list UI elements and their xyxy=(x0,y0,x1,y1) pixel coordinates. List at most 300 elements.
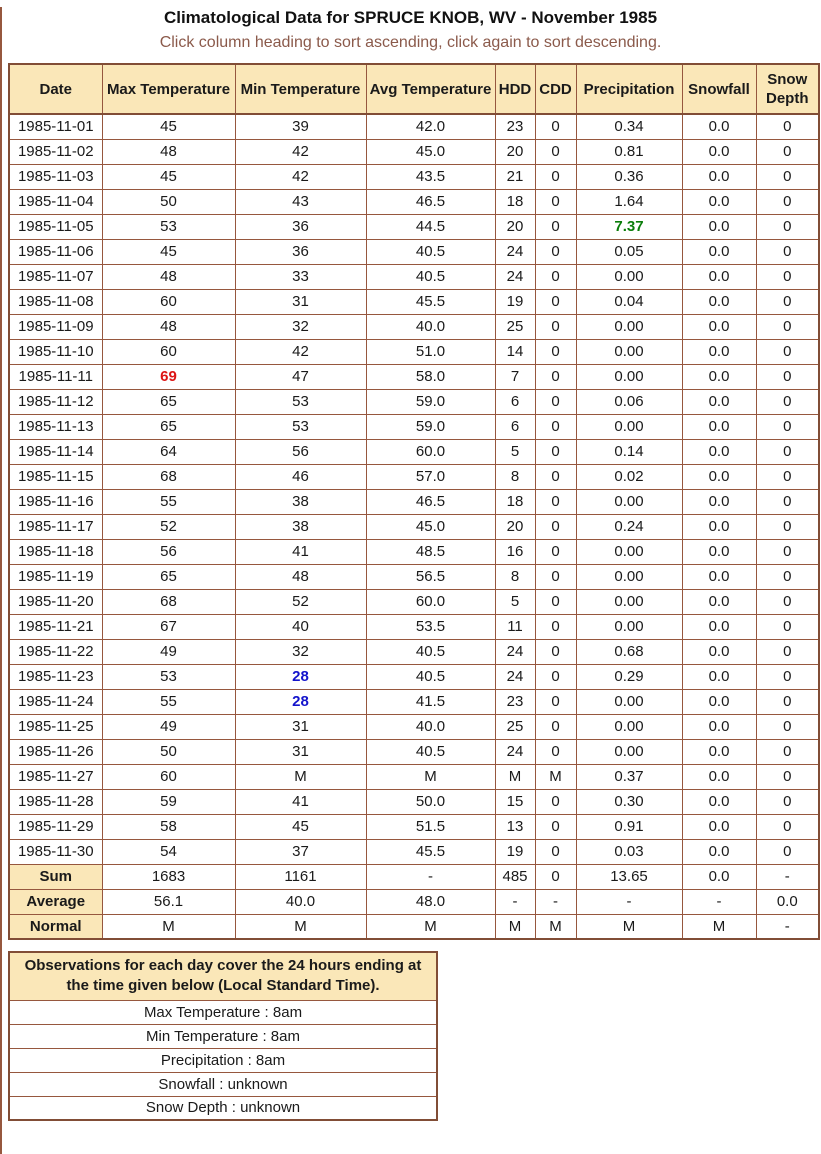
summary-value-cell: 485 xyxy=(495,864,535,889)
value-cell: 60.0 xyxy=(366,439,495,464)
date-cell: 1985-11-29 xyxy=(9,814,102,839)
value-cell: 0.0 xyxy=(682,664,756,689)
summary-value-cell: M xyxy=(102,914,235,939)
summary-value-cell: 48.0 xyxy=(366,889,495,914)
date-cell: 1985-11-18 xyxy=(9,539,102,564)
value-cell: 0 xyxy=(756,114,819,139)
value-cell: 0.02 xyxy=(576,464,682,489)
value-cell: 40.5 xyxy=(366,239,495,264)
value-cell: 24 xyxy=(495,664,535,689)
value-cell: 8 xyxy=(495,564,535,589)
value-cell: 0.0 xyxy=(682,264,756,289)
value-cell: 53.5 xyxy=(366,614,495,639)
date-cell: 1985-11-07 xyxy=(9,264,102,289)
date-cell: 1985-11-27 xyxy=(9,764,102,789)
value-cell: 1.64 xyxy=(576,189,682,214)
summary-row-label: Sum xyxy=(9,864,102,889)
value-cell: 36 xyxy=(235,214,366,239)
value-cell: 0 xyxy=(756,664,819,689)
daily-data-row xyxy=(9,514,819,539)
value-cell: M xyxy=(235,764,366,789)
observation-time-item: Max Temperature : 8am xyxy=(9,1000,437,1024)
value-cell: 0 xyxy=(756,239,819,264)
value-cell: 0.00 xyxy=(576,539,682,564)
column-header-snowfall[interactable]: Snowfall xyxy=(682,64,756,114)
value-cell: 40.0 xyxy=(366,714,495,739)
value-cell: 38 xyxy=(235,489,366,514)
value-cell: 0.00 xyxy=(576,589,682,614)
value-cell: 0 xyxy=(535,564,576,589)
climatological-data-table xyxy=(8,63,820,940)
value-cell: 0 xyxy=(535,539,576,564)
value-cell: 65 xyxy=(102,414,235,439)
value-cell: 0.0 xyxy=(682,614,756,639)
value-cell: 55 xyxy=(102,689,235,714)
value-cell: 0 xyxy=(756,214,819,239)
value-cell: 0 xyxy=(756,489,819,514)
value-cell: 0 xyxy=(756,264,819,289)
value-cell: 0 xyxy=(756,289,819,314)
value-cell: 37 xyxy=(235,839,366,864)
daily-rows-body xyxy=(9,114,819,864)
value-cell: 0 xyxy=(535,639,576,664)
value-cell: 0 xyxy=(756,539,819,564)
value-cell: 5 xyxy=(495,589,535,614)
value-cell: 0.0 xyxy=(682,814,756,839)
daily-data-row xyxy=(9,539,819,564)
summary-value-cell: - xyxy=(756,914,819,939)
value-cell: 20 xyxy=(495,139,535,164)
value-cell: 0.00 xyxy=(576,414,682,439)
value-cell: 53 xyxy=(235,389,366,414)
value-cell: 0.05 xyxy=(576,239,682,264)
daily-data-row xyxy=(9,114,819,139)
value-cell: 0 xyxy=(756,589,819,614)
value-cell: 24 xyxy=(495,739,535,764)
column-header-row xyxy=(9,64,819,114)
value-cell: 53 xyxy=(102,664,235,689)
value-cell: 42 xyxy=(235,339,366,364)
date-cell: 1985-11-15 xyxy=(9,464,102,489)
date-cell: 1985-11-24 xyxy=(9,689,102,714)
date-cell: 1985-11-04 xyxy=(9,189,102,214)
value-cell: 46.5 xyxy=(366,189,495,214)
value-cell: 0.37 xyxy=(576,764,682,789)
value-cell: 23 xyxy=(495,114,535,139)
value-cell: 48.5 xyxy=(366,539,495,564)
daily-data-row xyxy=(9,614,819,639)
column-header-avg-temperature[interactable]: Avg Temperature xyxy=(366,64,495,114)
value-cell: 0 xyxy=(756,614,819,639)
value-cell: 0.0 xyxy=(682,489,756,514)
value-cell: 0 xyxy=(535,614,576,639)
date-cell: 1985-11-28 xyxy=(9,789,102,814)
value-cell: 0 xyxy=(756,464,819,489)
summary-row-normal xyxy=(9,914,819,939)
value-cell: M xyxy=(495,764,535,789)
value-cell: 6 xyxy=(495,389,535,414)
summary-value-cell: - xyxy=(535,889,576,914)
value-cell: 40.5 xyxy=(366,664,495,689)
value-cell: 64 xyxy=(102,439,235,464)
value-cell: 0 xyxy=(756,164,819,189)
value-cell: 31 xyxy=(235,714,366,739)
value-cell: 0.00 xyxy=(576,264,682,289)
value-cell: 0.0 xyxy=(682,589,756,614)
value-cell: 60.0 xyxy=(366,589,495,614)
value-cell: 0.30 xyxy=(576,789,682,814)
value-cell: 0.81 xyxy=(576,139,682,164)
daily-data-row xyxy=(9,639,819,664)
value-cell: 0 xyxy=(756,764,819,789)
summary-value-cell: 40.0 xyxy=(235,889,366,914)
value-cell: 0.14 xyxy=(576,439,682,464)
value-cell: 0.0 xyxy=(682,364,756,389)
value-cell: 60 xyxy=(102,339,235,364)
value-cell: 0 xyxy=(535,714,576,739)
value-cell: 0 xyxy=(756,714,819,739)
column-header-max-temperature[interactable]: Max Temperature xyxy=(102,64,235,114)
value-cell: 25 xyxy=(495,714,535,739)
value-cell: 52 xyxy=(102,514,235,539)
value-cell: 0 xyxy=(535,339,576,364)
daily-data-row xyxy=(9,564,819,589)
daily-data-row xyxy=(9,714,819,739)
date-cell: 1985-11-16 xyxy=(9,489,102,514)
observation-time-item: Min Temperature : 8am xyxy=(9,1024,437,1048)
page-left-border xyxy=(0,7,2,1154)
value-cell: 0.00 xyxy=(576,314,682,339)
value-cell: 0 xyxy=(756,414,819,439)
value-cell: 0.03 xyxy=(576,839,682,864)
daily-data-row xyxy=(9,739,819,764)
value-cell: 48 xyxy=(102,139,235,164)
observation-times-table xyxy=(8,951,438,1121)
date-cell: 1985-11-02 xyxy=(9,139,102,164)
value-cell: 47 xyxy=(235,364,366,389)
value-cell: 0.00 xyxy=(576,564,682,589)
date-cell: 1985-11-14 xyxy=(9,439,102,464)
value-cell: 0 xyxy=(756,739,819,764)
daily-data-row xyxy=(9,689,819,714)
daily-data-row xyxy=(9,489,819,514)
daily-data-row xyxy=(9,214,819,239)
date-cell: 1985-11-21 xyxy=(9,614,102,639)
summary-row-label: Average xyxy=(9,889,102,914)
value-cell: 32 xyxy=(235,314,366,339)
summary-value-cell: - xyxy=(682,889,756,914)
value-cell: 0.0 xyxy=(682,164,756,189)
date-cell: 1985-11-08 xyxy=(9,289,102,314)
value-cell: 45 xyxy=(102,164,235,189)
summary-value-cell: - xyxy=(495,889,535,914)
value-cell: 25 xyxy=(495,314,535,339)
value-cell: 20 xyxy=(495,514,535,539)
summary-value-cell: M xyxy=(235,914,366,939)
summary-value-cell: 1683 xyxy=(102,864,235,889)
summary-value-cell: 1161 xyxy=(235,864,366,889)
value-cell: 40.0 xyxy=(366,314,495,339)
column-header-precipitation[interactable]: Precipitation xyxy=(576,64,682,114)
summary-value-cell: 0 xyxy=(535,864,576,889)
date-cell: 1985-11-11 xyxy=(9,364,102,389)
column-header-date[interactable]: Date xyxy=(9,64,102,114)
daily-data-row xyxy=(9,589,819,614)
value-cell: 69 xyxy=(102,364,235,389)
column-header-snow-depth[interactable]: Snow Depth xyxy=(756,64,819,114)
daily-data-row xyxy=(9,764,819,789)
date-cell: 1985-11-10 xyxy=(9,339,102,364)
daily-data-row xyxy=(9,814,819,839)
value-cell: 18 xyxy=(495,189,535,214)
value-cell: 0.24 xyxy=(576,514,682,539)
value-cell: 0.0 xyxy=(682,764,756,789)
observation-time-item: Precipitation : 8am xyxy=(9,1048,437,1072)
summary-value-cell: - xyxy=(366,864,495,889)
value-cell: 0 xyxy=(535,314,576,339)
value-cell: 0.0 xyxy=(682,339,756,364)
value-cell: 0 xyxy=(756,439,819,464)
column-header-min-temperature[interactable]: Min Temperature xyxy=(235,64,366,114)
value-cell: 42 xyxy=(235,164,366,189)
value-cell: 44.5 xyxy=(366,214,495,239)
date-cell: 1985-11-09 xyxy=(9,314,102,339)
value-cell: 0.00 xyxy=(576,489,682,514)
value-cell: 0.0 xyxy=(682,464,756,489)
daily-data-row xyxy=(9,314,819,339)
value-cell: 0.91 xyxy=(576,814,682,839)
value-cell: 0 xyxy=(535,489,576,514)
value-cell: 49 xyxy=(102,714,235,739)
value-cell: 0 xyxy=(535,239,576,264)
value-cell: 45 xyxy=(235,814,366,839)
value-cell: 0 xyxy=(756,564,819,589)
column-header-cdd[interactable]: CDD xyxy=(535,64,576,114)
value-cell: 32 xyxy=(235,639,366,664)
value-cell: 23 xyxy=(495,689,535,714)
value-cell: 0 xyxy=(535,214,576,239)
value-cell: 11 xyxy=(495,614,535,639)
value-cell: 0 xyxy=(535,839,576,864)
summary-row-sum xyxy=(9,864,819,889)
value-cell: 0.00 xyxy=(576,689,682,714)
value-cell: 50 xyxy=(102,739,235,764)
date-cell: 1985-11-17 xyxy=(9,514,102,539)
column-header-hdd[interactable]: HDD xyxy=(495,64,535,114)
summary-value-cell: M xyxy=(535,914,576,939)
value-cell: 41 xyxy=(235,789,366,814)
value-cell: 0.0 xyxy=(682,789,756,814)
date-cell: 1985-11-26 xyxy=(9,739,102,764)
observation-times-body xyxy=(9,1000,437,1120)
value-cell: 13 xyxy=(495,814,535,839)
value-cell: 53 xyxy=(235,414,366,439)
value-cell: 0 xyxy=(535,364,576,389)
summary-value-cell: M xyxy=(682,914,756,939)
value-cell: 7.37 xyxy=(576,214,682,239)
value-cell: 40.5 xyxy=(366,264,495,289)
value-cell: 15 xyxy=(495,789,535,814)
date-cell: 1985-11-13 xyxy=(9,414,102,439)
value-cell: 28 xyxy=(235,664,366,689)
value-cell: 0.04 xyxy=(576,289,682,314)
value-cell: 42.0 xyxy=(366,114,495,139)
value-cell: 0 xyxy=(756,364,819,389)
value-cell: 0.00 xyxy=(576,364,682,389)
value-cell: 0 xyxy=(535,514,576,539)
value-cell: 0 xyxy=(535,139,576,164)
value-cell: 0.68 xyxy=(576,639,682,664)
date-cell: 1985-11-25 xyxy=(9,714,102,739)
observation-time-item: Snow Depth : unknown xyxy=(9,1096,437,1120)
value-cell: 0.0 xyxy=(682,414,756,439)
value-cell: 45.5 xyxy=(366,839,495,864)
value-cell: 0.0 xyxy=(682,514,756,539)
value-cell: 48 xyxy=(102,264,235,289)
value-cell: 0 xyxy=(756,189,819,214)
value-cell: 0 xyxy=(535,114,576,139)
value-cell: 33 xyxy=(235,264,366,289)
value-cell: 0.0 xyxy=(682,539,756,564)
value-cell: 24 xyxy=(495,639,535,664)
value-cell: 16 xyxy=(495,539,535,564)
value-cell: 7 xyxy=(495,364,535,389)
value-cell: 54 xyxy=(102,839,235,864)
value-cell: 0.29 xyxy=(576,664,682,689)
daily-data-row xyxy=(9,139,819,164)
value-cell: 0 xyxy=(535,464,576,489)
daily-data-row xyxy=(9,839,819,864)
summary-value-cell: - xyxy=(756,864,819,889)
value-cell: 58.0 xyxy=(366,364,495,389)
observation-times-heading: Observations for each day cover the 24 hours ending at the time given below (Local Standard Time). xyxy=(9,952,437,1000)
value-cell: 43.5 xyxy=(366,164,495,189)
value-cell: 41.5 xyxy=(366,689,495,714)
daily-data-row xyxy=(9,464,819,489)
date-cell: 1985-11-22 xyxy=(9,639,102,664)
value-cell: 0.06 xyxy=(576,389,682,414)
sort-hint-subtitle: Click column heading to sort ascending, click again to sort descending. xyxy=(159,34,662,51)
daily-data-row xyxy=(9,364,819,389)
value-cell: 41 xyxy=(235,539,366,564)
summary-value-cell: 13.65 xyxy=(576,864,682,889)
value-cell: 56.5 xyxy=(366,564,495,589)
value-cell: 0 xyxy=(756,514,819,539)
value-cell: 0 xyxy=(535,664,576,689)
value-cell: 28 xyxy=(235,689,366,714)
daily-data-row xyxy=(9,264,819,289)
value-cell: 40 xyxy=(235,614,366,639)
date-cell: 1985-11-01 xyxy=(9,114,102,139)
value-cell: 19 xyxy=(495,289,535,314)
value-cell: M xyxy=(366,764,495,789)
value-cell: 0.0 xyxy=(682,139,756,164)
value-cell: 0.0 xyxy=(682,439,756,464)
value-cell: 0.00 xyxy=(576,339,682,364)
value-cell: 14 xyxy=(495,339,535,364)
value-cell: M xyxy=(535,764,576,789)
value-cell: 59.0 xyxy=(366,414,495,439)
value-cell: 0.0 xyxy=(682,739,756,764)
value-cell: 0 xyxy=(535,789,576,814)
value-cell: 24 xyxy=(495,264,535,289)
value-cell: 0.34 xyxy=(576,114,682,139)
value-cell: 0 xyxy=(756,639,819,664)
value-cell: 51.5 xyxy=(366,814,495,839)
value-cell: 0.0 xyxy=(682,114,756,139)
value-cell: 56 xyxy=(102,539,235,564)
value-cell: 0 xyxy=(756,389,819,414)
summary-value-cell: M xyxy=(366,914,495,939)
value-cell: 67 xyxy=(102,614,235,639)
value-cell: 0.00 xyxy=(576,739,682,764)
value-cell: 0 xyxy=(756,789,819,814)
value-cell: 65 xyxy=(102,564,235,589)
value-cell: 0 xyxy=(535,189,576,214)
value-cell: 59.0 xyxy=(366,389,495,414)
daily-data-row xyxy=(9,189,819,214)
value-cell: 0.00 xyxy=(576,614,682,639)
summary-value-cell: M xyxy=(495,914,535,939)
value-cell: 0 xyxy=(535,589,576,614)
value-cell: 0 xyxy=(535,439,576,464)
value-cell: 0.0 xyxy=(682,639,756,664)
value-cell: 21 xyxy=(495,164,535,189)
value-cell: 36 xyxy=(235,239,366,264)
value-cell: 0.0 xyxy=(682,564,756,589)
value-cell: 40.5 xyxy=(366,739,495,764)
value-cell: 42 xyxy=(235,139,366,164)
value-cell: 45.0 xyxy=(366,514,495,539)
value-cell: 0 xyxy=(535,389,576,414)
value-cell: 0 xyxy=(535,164,576,189)
daily-data-row xyxy=(9,789,819,814)
value-cell: 56 xyxy=(235,439,366,464)
value-cell: 45 xyxy=(102,114,235,139)
value-cell: 0.0 xyxy=(682,289,756,314)
value-cell: 0 xyxy=(756,314,819,339)
value-cell: 43 xyxy=(235,189,366,214)
value-cell: 52 xyxy=(235,589,366,614)
value-cell: 0 xyxy=(535,264,576,289)
value-cell: 0 xyxy=(756,139,819,164)
date-cell: 1985-11-30 xyxy=(9,839,102,864)
value-cell: 46.5 xyxy=(366,489,495,514)
value-cell: 0.0 xyxy=(682,314,756,339)
value-cell: 39 xyxy=(235,114,366,139)
value-cell: 0.36 xyxy=(576,164,682,189)
value-cell: 48 xyxy=(102,314,235,339)
daily-data-row xyxy=(9,339,819,364)
value-cell: 38 xyxy=(235,514,366,539)
value-cell: 59 xyxy=(102,789,235,814)
date-cell: 1985-11-20 xyxy=(9,589,102,614)
value-cell: 24 xyxy=(495,239,535,264)
value-cell: 45.0 xyxy=(366,139,495,164)
value-cell: 50.0 xyxy=(366,789,495,814)
value-cell: 53 xyxy=(102,214,235,239)
value-cell: 0.00 xyxy=(576,714,682,739)
summary-value-cell: 56.1 xyxy=(102,889,235,914)
value-cell: 0 xyxy=(756,839,819,864)
page-title: Climatological Data for SPRUCE KNOB, WV - November 1985 xyxy=(163,8,658,27)
summary-value-cell: 0.0 xyxy=(682,864,756,889)
value-cell: 0.0 xyxy=(682,239,756,264)
daily-data-row xyxy=(9,439,819,464)
value-cell: 40.5 xyxy=(366,639,495,664)
value-cell: 0.0 xyxy=(682,839,756,864)
value-cell: 8 xyxy=(495,464,535,489)
